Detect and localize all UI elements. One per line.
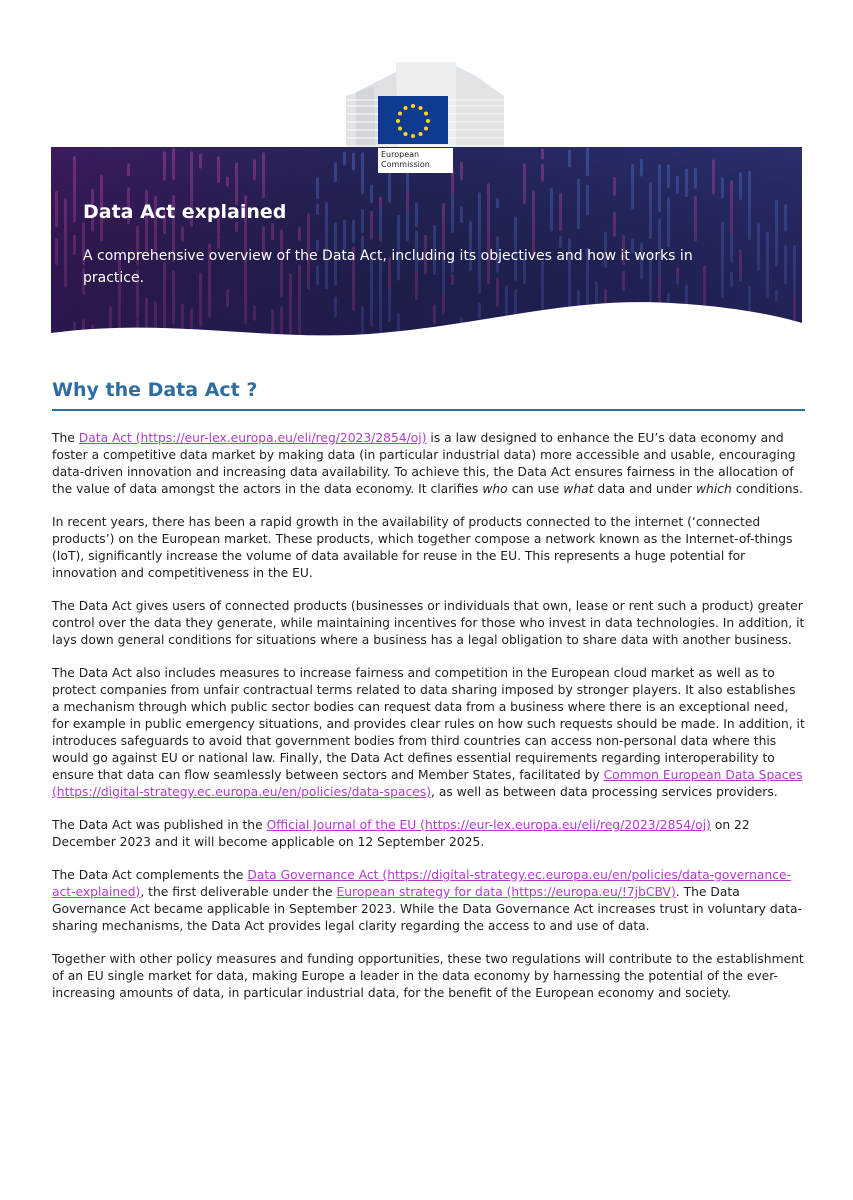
text: can use — [507, 482, 564, 496]
page-title: Data Act explained — [83, 201, 287, 223]
text: is a law designed to enhance the EU’s data economy and foster a competitive data market by making data (in particular industrial data) more accessible and usable, encouraging data-driven innovation and increasing data availability. To achieve this, the Data Act ensures fairness in the allocation of the value of data amongst the actors in the data economy. It clarifies — [52, 431, 796, 496]
text: The Data Act complements the — [52, 868, 248, 882]
emphasis: which — [695, 482, 732, 496]
logo-caption-line2: Commission — [381, 160, 430, 169]
text: . The Data Governance Act became applicable in September 2023. While the Data Governance Act increases trust in voluntary data-sharing mechanisms, the Data Act provides legal clarity regarding the access to and use of data. — [52, 885, 802, 933]
text: The — [52, 431, 79, 445]
data-spaces-link[interactable]: Common European Data Spaces (https://digital-strategy.ec.europa.eu/en/policies/data-spaces) — [52, 768, 803, 799]
emphasis: what — [563, 482, 594, 496]
paragraph-7: Together with other policy measures and funding opportunities, these two regulations will contribute to the establishment of an EU single market for data, making Europe a leader in the data economy by harnessing the potential of the ever-increasing amounts of data, in particular industrial data, for the benefit of the European economy and society. — [52, 952, 804, 1000]
paragraph-1 — [52, 430, 806, 498]
article-body — [52, 430, 806, 1018]
paragraph-2: In recent years, there has been a rapid growth in the availability of products connected to the internet (‘connected products’) on the European market. These products, which together compose a network known as the Internet-of-things (IoT), significantly increase the volume of data available for reuse in the EU. This represents a huge potential for innovation and competitiveness in the EU. — [52, 515, 793, 580]
text: The Data Act also includes measures to increase fairness and competition in the European cloud market as well as to protect companies from unfair contractual terms related to data sharing imposed by stronger players. It also establishes a mechanism through which public sector bodies can request data from a business where there is an exceptional need, for example in public emergency situations, and provides clear rules on how such requests should be made. In addition, it introduces safeguards to avoid that government bodies from third countries can access non-personal data where this would go against EU or national law. Finally, the Data Act defines essential requirements regarding interoperability to ensure that data can flow seamlessly between sectors and Member States, facilitated by — [52, 666, 805, 782]
section-divider — [52, 409, 805, 411]
official-journal-link[interactable]: Official Journal of the EU (https://eur-lex.europa.eu/eli/reg/2023/2854/oj) — [266, 818, 711, 832]
text: data and under — [593, 482, 696, 496]
paragraph-3: The Data Act gives users of connected products (businesses or individuals that own, lease or rent such a product) greater control over the data they generate, while maintaining incentives for those who invest in data technologies. In addition, it lays down general conditions for situations where a business has a legal obligation to share data with another business. — [52, 599, 805, 647]
data-governance-act-link[interactable]: Data Governance Act (https://digital-strategy.ec.europa.eu/en/policies/data-governance-act-explained) — [52, 868, 792, 899]
hero-banner — [51, 147, 802, 353]
paragraph-4 — [52, 665, 806, 801]
logo-caption-line1: European — [381, 150, 420, 159]
logo-caption — [378, 148, 453, 173]
paragraph-5 — [52, 817, 806, 851]
data-act-link[interactable]: Data Act (https://eur-lex.europa.eu/eli/reg/2023/2854/oj) — [78, 431, 427, 445]
text: The Data Act was published in the — [52, 818, 267, 832]
text: , the first deliverable under the — [140, 885, 337, 899]
text: conditions. — [731, 482, 803, 496]
section-title: Why the Data Act ? — [52, 379, 258, 401]
emphasis: who — [482, 482, 508, 496]
paragraph-6 — [52, 867, 806, 935]
text: on 22 December 2023 and it will become applicable on 12 September 2025. — [52, 818, 750, 849]
european-strategy-link[interactable]: European strategy for data (https://europa.eu/!7jbCBV) — [336, 885, 676, 899]
page-subtitle: A comprehensive overview of the Data Act, including its objectives and how it works in practice. — [83, 248, 693, 286]
text: , as well as between data processing services providers. — [431, 785, 778, 799]
